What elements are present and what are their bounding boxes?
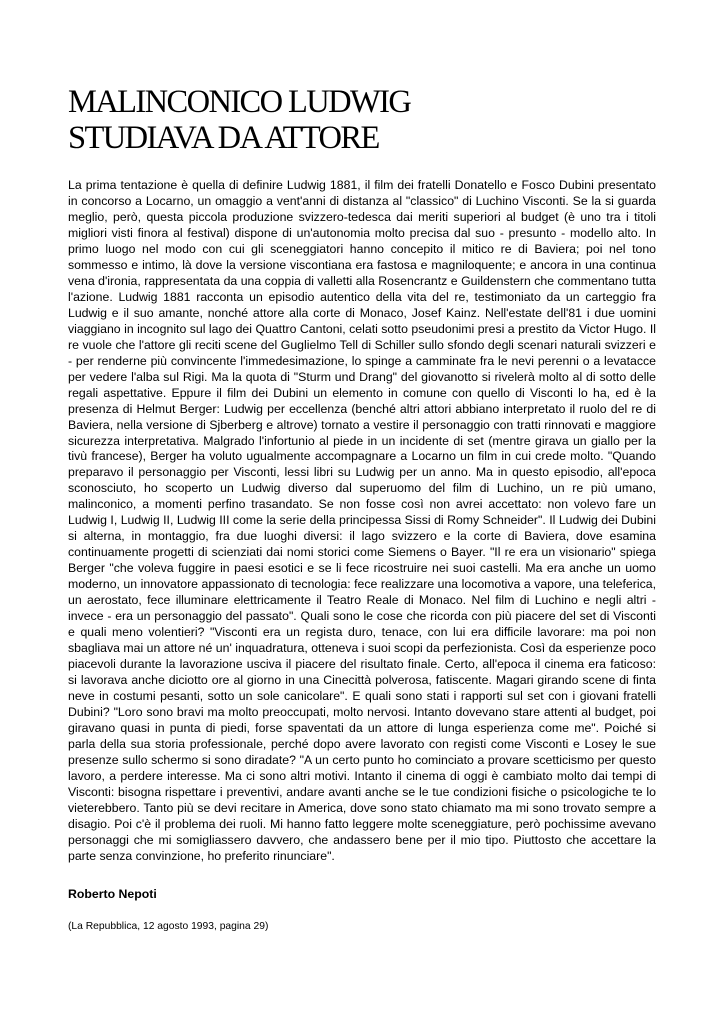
article-source: (La Repubblica, 12 agosto 1993, pagina 29) bbox=[68, 920, 269, 932]
article-title bbox=[68, 84, 656, 156]
article-title-line-2: STUDIAVA DA ATTORE bbox=[68, 120, 379, 156]
article-title-line-1: MALINCONICO LUDWIG bbox=[68, 84, 411, 120]
article-page bbox=[68, 84, 656, 934]
article-author: Roberto Nepoti bbox=[68, 886, 157, 901]
article-body: La prima tentazione è quella di definire Ludwig 1881, il film dei fratelli Donatello e Fosco Dubini presentato in concorso a Locarno, un omaggio a vent'anni di distanza al "classico" di Luchino Visconti. Se la si guarda meglio, però, questa piccola produzione svizzero-tedesca dai meriti superiori al budget (è uno tra i titoli migliori visti finora al festival) dispone di un'autonomia molto precisa dal suo - presunto - modello alto. In primo luogo nel modo con cui gli sceneggiatori hanno concepito il mitico re di Baviera; poi nel tono sommesso e intimo, là dove la versione viscontiana era fastosa e magniloquente; e ancora in una continua vena d'ironia, rappresentata da una coppia di valletti alla Rosencrantz e Guildenstern che commentano tutta l'azione. Ludwig 1881 racconta un episodio autentico della vita del re, testimoniato da un carteggio fra Ludwig e il suo amante, nonché attore alla corte di Monaco, Josef Kainz. Nell'estate dell'81 i due uomini viaggiano in incognito sul lago dei Quattro Cantoni, celati sotto pseudonimi presi a prestito da Victor Hugo. Il re vuole che l'attore gli reciti scene del Guglielmo Tell di Schiller sullo sfondo degli scenari naturali svizzeri e - per renderne più convincente l'immedesimazione, lo spinge a camminate fra le nevi perenni o a levatacce per vedere l'alba sul Rigi. Ma la quota di "Sturm und Drang" del giovanotto si rivelerà molto al di sotto delle regali aspettative. Eppure il film dei Dubini un elemento in comune con quello di Visconti lo ha, ed è la presenza di Helmut Berger: Ludwig per eccellenza (benché altri attori abbiano interpretato il ruolo del re di Baviera, nella versione di Sjberberg e altrove) tornato a vestire il personaggio con tratti rinnovati e maggiore sicurezza interpretativa. Malgrado l'infortunio al piede in un incidente di set (mentre girava un giallo per la tivù francese), Berger ha voluto ugualmente accompagnare a Locarno un film in cui crede molto. "Quando preparavo il personaggio per Visconti, lessi libri su Ludwig per un anno. Ma in questo episodio, all'epoca sconosciuto, ho scoperto un Ludwig diverso dal superuomo del film di Luchino, un re più umano, malinconico, a momenti perfino trasandato. Se non fosse così non avrei accettato: non volevo fare un Ludwig I, Ludwig II, Ludwig III come la serie della principessa Sissi di Romy Schneider". Il Ludwig dei Dubini si alterna, in montaggio, fra due luoghi diversi: il lago svizzero e la corte di Baviera, dove esamina continuamente progetti di scienziati dai nomi storici come Siemens o Bayer. "Il re era un visionario" spiega Berger "che voleva fuggire in paesi esotici e se li fece ricostruire nei suoi castelli. Ma era anche un uomo moderno, un innovatore appassionato di tecnologia: fece realizzare una locomotiva a vapore, una teleferica, un aerostato, fece illuminare elettricamente il Teatro Reale di Monaco. Nel film di Luchino e negli altri - invece - era un personaggio del passato". Quali sono le cose che ricorda con più piacere del set di Visconti e quali meno volentieri? "Visconti era un regista duro, tenace, con lui era difficile lavorare: ma poi non sbagliava mai un attore né un' inquadratura, otteneva i suoi scopi da perfezionista. Così da esperienze poco piacevoli durante la lavorazione usciva il piacere del risultato finale. Certo, all'epoca il cinema era faticoso: si lavorava anche diciotto ore al giorno in una Cinecittà polverosa, fatiscente. Magari girando scene di finta neve in costumi pesanti, sotto un sole canicolare". E quali sono stati i rapporti sul set con i giovani fratelli Dubini? "Loro sono bravi ma molto preoccupati, molto nervosi. Intanto dovevano stare attenti al budget, poi giravano quasi in punta di piedi, forse spaventati da un attore di lunga esperienza come me". Poiché si parla della sua storia professionale, perché dopo avere lavorato con registi come Visconti e Losey le sue presenze sullo schermo si sono diradate? "A un certo punto ho cominciato a provare scetticismo per questo lavoro, a perdere interesse. Ma ci sono altri motivi. Intanto il cinema di oggi è cambiato molto dai tempi di Visconti: bisogna rispettare i preventivi, andare avanti anche se le tue condizioni fisiche o psicologiche te lo vieterebbero. Tanto più se devi recitare in America, dove sono stato chiamato ma mi sono trovato sempre a disagio. Poi c'è il problema dei ruoli. Mi hanno fatto leggere molte sceneggiature, però pochissime avevano personaggi che mi somigliassero davvero, che andassero bene per il mio tipo. Piuttosto che accettare la parte senza convinzione, ho preferito rinunciare". bbox=[68, 178, 656, 863]
